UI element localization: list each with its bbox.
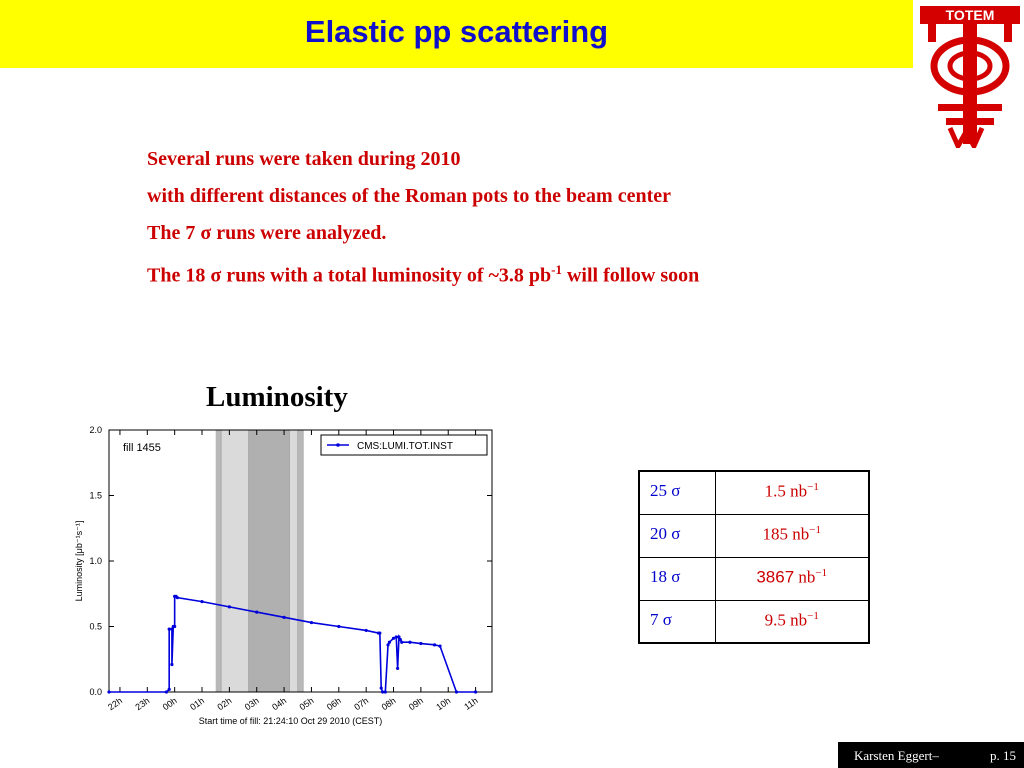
shaded-band [298,430,303,692]
table-row [639,600,869,643]
shaded-band [216,430,221,692]
bullet-line-3: The 7 σ runs were analyzed. [147,222,387,244]
x-tick-label: 01h [188,695,207,713]
data-point [168,628,171,631]
table-cell-label: 18 σ [639,557,715,600]
x-tick-label: 06h [324,695,343,713]
table-row [639,514,869,557]
y-tick-label: 1.0 [89,556,102,566]
data-point [395,635,398,638]
data-point [228,605,231,608]
footer-bar [838,742,1024,768]
luminosity-plot [70,422,510,732]
fill-annotation: fill 1455 [123,442,161,454]
data-point [455,690,458,693]
table-cell-label: 25 σ [639,471,715,514]
title-bar [0,0,913,68]
table-cell-value: 185 $nb^{-1}$ [715,514,869,557]
x-tick-label: 04h [270,695,289,713]
x-axis-label: Start time of fill: 21:24:10 Oct 29 2010 (CEST) [198,716,383,726]
table-cell-value: 3867 $nb^{-1}$ [715,557,869,600]
data-point [419,642,422,645]
y-tick-label: 1.5 [89,490,102,501]
bullet-line-2: with different distances of the Roman pots to the beam center [147,185,672,207]
totem-logo [918,4,1022,148]
luminosity-table [638,470,870,644]
table-cell-value: 9.5 $nb^{-1}$ [715,600,869,643]
data-point [388,641,391,644]
table-cell-label: 7 σ [639,600,715,643]
data-point [310,621,313,624]
data-point [396,667,399,670]
x-tick-label: 08h [379,695,398,713]
data-point [438,645,441,648]
shaded-band [290,430,298,692]
x-tick-label: 05h [297,695,316,713]
bullet-line-4: The 18 σ runs with a total luminosity of ~3.8 $pb^{-1}$ will follow soon [147,262,700,287]
table-row [639,471,869,514]
data-point [255,610,258,613]
data-point [168,688,171,691]
legend-marker [336,443,340,447]
data-point [392,637,395,640]
x-tick-label: 09h [406,695,426,713]
table-row [639,557,869,600]
y-tick-label: 0.0 [89,687,102,697]
shaded-band [249,430,290,692]
x-tick-label: 02h [215,695,234,713]
data-point [408,641,411,644]
data-point [384,690,387,693]
data-point [381,690,384,693]
x-tick-label: 11h [462,695,480,712]
data-point [474,690,477,693]
legend-label: CMS:LUMI.TOT.INST [357,441,453,452]
data-point [173,625,176,628]
x-tick-label: 22h [106,695,125,713]
logo-text: TOTEM [945,7,995,23]
luminosity-title: Luminosity [206,381,348,413]
y-tick-label: 0.5 [89,621,102,632]
table-cell-label: 20 σ [639,514,715,557]
data-point [107,690,110,693]
data-point [433,643,436,646]
page-number: p. 15 [990,748,1016,763]
footer-author: Karsten Eggert– [854,748,939,763]
data-point [337,625,340,628]
data-point [378,631,381,634]
x-tick-label: 10h [434,695,453,713]
bullet-line-1: Several runs were taken during 2010 [147,148,461,170]
data-point [282,616,285,619]
slide-title: Elastic pp scattering [304,14,609,49]
data-point [380,686,383,689]
table-cell-value: 1.5 $nb^{-1}$ [715,471,869,514]
x-tick-label: 23h [133,695,152,713]
data-point [176,596,179,599]
x-tick-label: 03h [242,695,261,713]
data-point [165,690,168,693]
data-point [200,600,203,603]
data-point [170,663,173,666]
x-tick-label: 00h [160,695,179,713]
x-tick-label: 07h [352,695,371,713]
shaded-band [221,430,248,692]
bullet-list [147,145,699,293]
data-point [400,641,403,644]
y-axis-label: Luminosity [μb⁻¹s⁻¹] [74,520,84,602]
y-tick-label: 2.0 [89,425,102,435]
data-point [365,629,368,632]
